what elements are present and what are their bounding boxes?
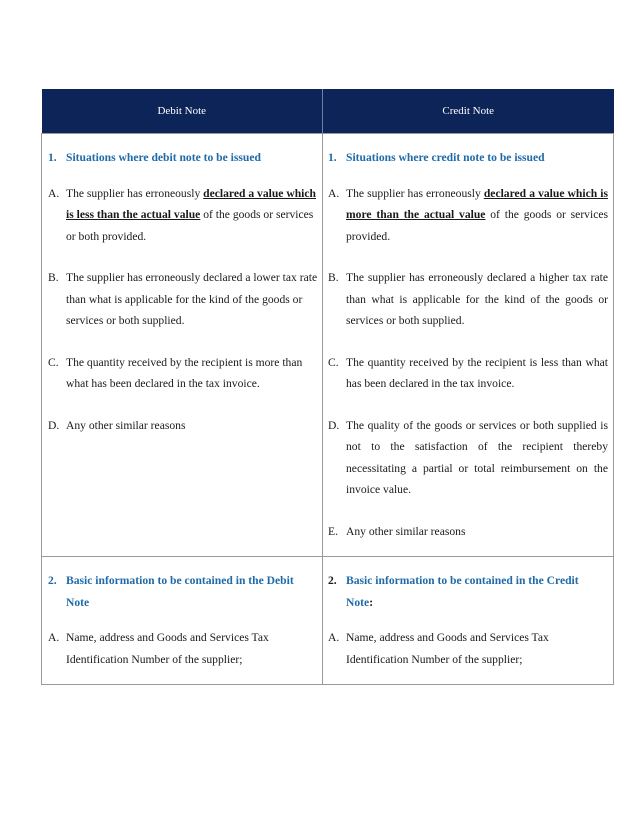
header-debit-note: Debit Note	[42, 89, 323, 134]
section-title: Basic information to be contained in the Debit Note	[66, 574, 294, 609]
item-text-post: of the goods or services or both provided.	[66, 208, 314, 243]
list-item	[48, 352, 318, 395]
table-cell	[323, 134, 614, 557]
table-cell	[323, 557, 614, 685]
list-item	[328, 352, 608, 395]
table-cell	[42, 557, 323, 685]
section-title-text: Basic information to be contained in the Credit Note	[346, 574, 579, 609]
item-letter: C.	[328, 355, 339, 369]
table-header-row	[42, 89, 614, 134]
item-text-post: of the goods or services provided.	[346, 208, 608, 243]
emphasized-text: declared a value which is more than the actual value	[346, 186, 608, 221]
item-letter: B.	[48, 271, 59, 284]
section-heading	[48, 570, 318, 613]
item-letter: A.	[328, 186, 340, 200]
item-letter: A.	[328, 631, 340, 644]
section-number: 1.	[48, 151, 57, 164]
item-letter: A.	[48, 631, 60, 644]
item-text-pre: The supplier has erroneously	[66, 186, 204, 200]
comparison-table	[41, 89, 614, 685]
item-text-pre: The supplier has erroneously	[346, 186, 484, 200]
list-item	[328, 415, 608, 501]
section-title: Situations where credit note to be issued	[346, 151, 545, 164]
list-item	[48, 183, 318, 248]
item-text: Any other similar reasons	[66, 418, 186, 432]
list-item	[328, 267, 608, 332]
item-letter: D.	[328, 418, 340, 432]
table-cell	[42, 134, 323, 557]
item-letter: D.	[48, 418, 60, 432]
item-text: Name, address and Goods and Services Tax Identification Number of the supplier;	[66, 631, 269, 666]
list-item	[48, 627, 318, 670]
item-text: The quantity received by the recipient is less than what has been declared in the tax invoice.	[346, 355, 608, 390]
section-number: 2.	[48, 574, 57, 587]
table-row	[42, 134, 614, 557]
section-title: Situations where debit note to be issued	[66, 151, 261, 164]
item-text: Any other similar reasons	[346, 524, 466, 538]
header-credit-note: Credit Note	[323, 89, 614, 134]
section-number: 2.	[328, 574, 337, 587]
item-letter: B.	[328, 271, 339, 284]
section-title-colon: :	[369, 595, 374, 609]
list-item	[48, 267, 318, 332]
list-item	[328, 521, 608, 543]
section-heading	[328, 570, 608, 613]
section-title	[346, 570, 608, 613]
item-text: The quality of the goods or services or both supplied is not to the satisfaction of the recipient thereby necessitating a partial or total reimbursement on the invoice value.	[346, 418, 608, 496]
table-row	[42, 557, 614, 685]
section-number: 1.	[328, 151, 337, 164]
list-item	[48, 415, 318, 437]
list-item	[328, 627, 608, 670]
emphasized-text: declared a value which is less than the actual value	[66, 186, 316, 221]
item-text: The supplier has erroneously declared a lower tax rate than what is applicable for the kind of the goods or services or both supplied.	[66, 271, 318, 327]
list-item	[328, 183, 608, 248]
item-text	[66, 183, 318, 248]
item-letter: E.	[328, 524, 338, 538]
item-text: The quantity received by the recipient is more than what has been declared in the tax invoice.	[66, 355, 303, 390]
section-heading	[48, 147, 318, 169]
item-text: Name, address and Goods and Services Tax Identification Number of the supplier;	[346, 631, 549, 666]
item-letter: C.	[48, 355, 59, 369]
section-heading	[328, 147, 608, 169]
item-text	[346, 183, 608, 248]
item-letter: A.	[48, 186, 60, 200]
item-text: The supplier has erroneously declared a higher tax rate than what is applicable for the kind of the goods or services or both supplied.	[346, 271, 608, 327]
